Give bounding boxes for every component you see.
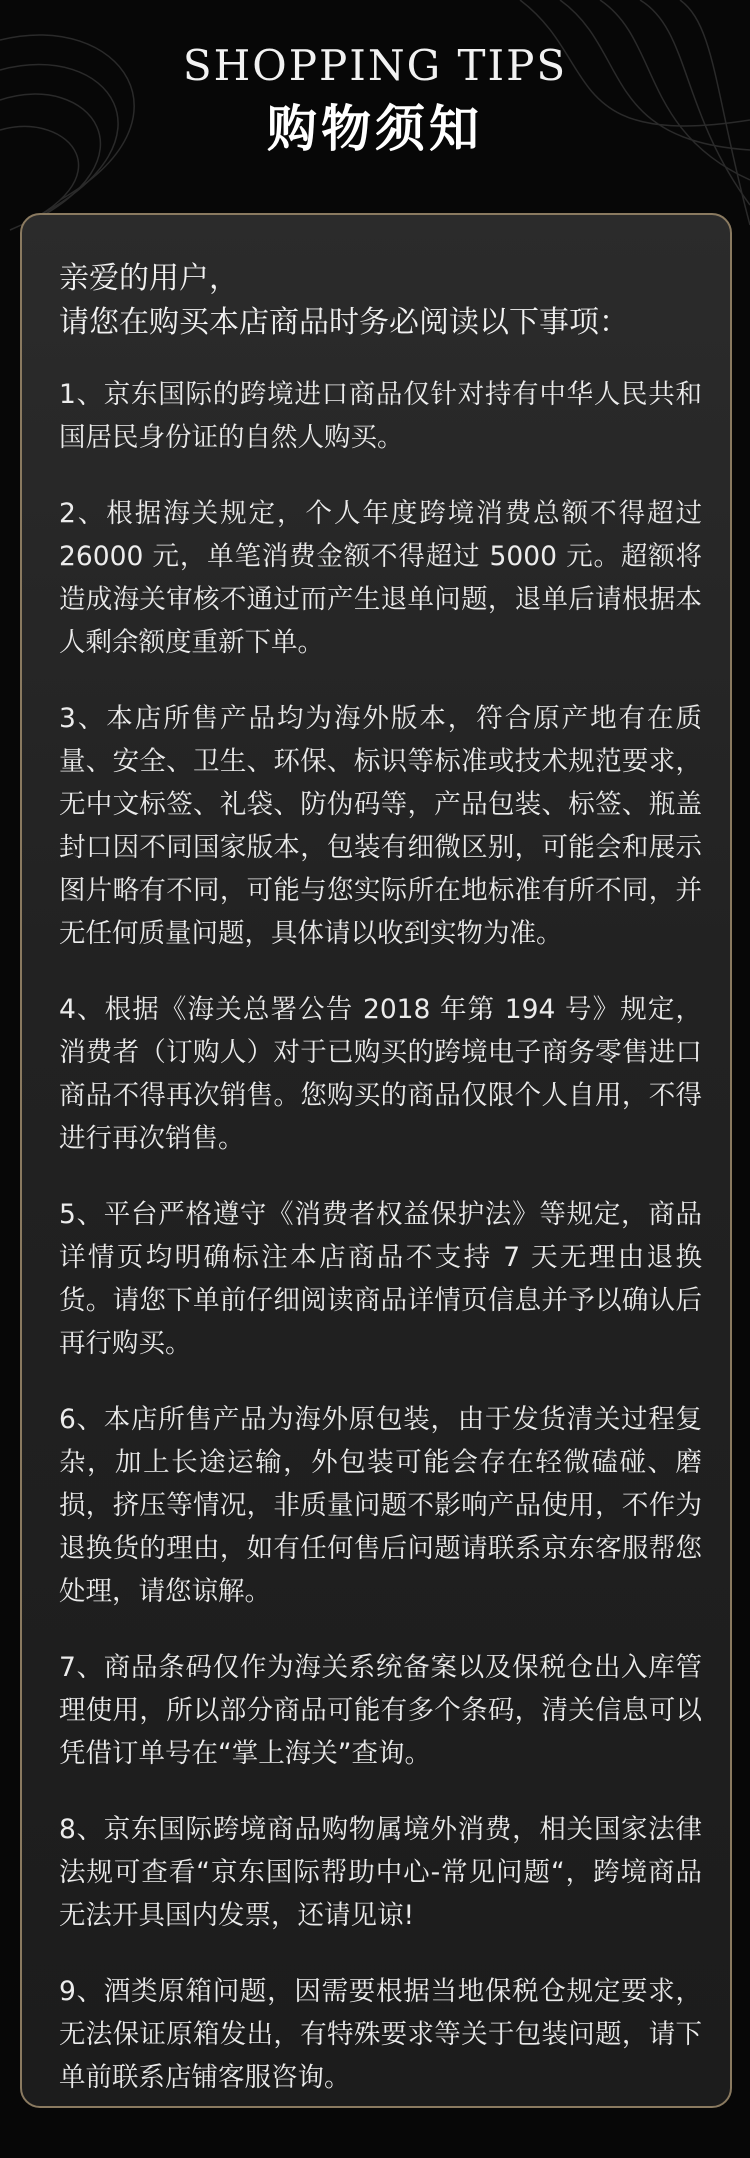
notice-panel [20, 213, 732, 2108]
notice-item-6: 6、本店所售产品为海外原包装，由于发货清关过程复杂，加上长途运输，外包装可能会存在轻微磕碰、磨损，挤压等情况，非质量问题不影响产品使用，不作为退换货的理由，如有任何售后问题请联系京东客服帮您处理，请您谅解。 [59, 1404, 702, 1607]
notice-item-7: 7、商品条码仅作为海关系统备案以及保税仓出入库管理使用，所以部分商品可能有多个条码，清关信息可以凭借订单号在“掌上海关”查询。 [59, 1652, 702, 1769]
notice-item-4: 4、根据《海关总署公告 2018 年第 194 号》规定，消费者（订购人）对于已购买的跨境电子商务零售进口商品不得再次销售。您购买的商品仅限个人自用，不得进行再次销售。 [59, 994, 702, 1154]
notice-item-5: 5、平台严格遵守《消费者权益保护法》等规定，商品详情页均明确标注本店商品不支持 7 天无理由退换货。请您下单前仔细阅读商品详情页信息并予以确认后再行购买。 [59, 1199, 702, 1359]
greeting-line-2: 请您在购买本店商品时务必阅读以下事项： [59, 305, 629, 340]
notice-item-2: 2、根据海关规定，个人年度跨境消费总额不得超过 26000 元，单笔消费金额不得超过 5000 元。超额将造成海关审核不通过而产生退单问题，退单后请根据本人剩余额度重新下单。 [59, 498, 702, 658]
page-header [0, 38, 750, 162]
notice-item-1: 1、京东国际的跨境进口商品仅针对持有中华人民共和国居民身份证的自然人购买。 [59, 379, 702, 453]
title-chinese: 购物须知 [267, 100, 483, 158]
title-english: SHOPPING TIPS [182, 41, 568, 90]
notice-item-9: 9、酒类原箱问题，因需要根据当地保税仓规定要求，无法保证原箱发出，有特殊要求等关于包装问题，请下单前联系店铺客服咨询。 [59, 1976, 702, 2093]
greeting-line-1: 亲爱的用户， [59, 261, 239, 296]
notice-item-8: 8、京东国际跨境商品购物属境外消费，相关国家法律法规可查看“京东国际帮助中心-常见问题“，跨境商品无法开具国内发票，还请见谅! [59, 1814, 702, 1931]
greeting [59, 257, 702, 345]
notice-item-3: 3、本店所售产品均为海外版本，符合原产地有在质量、安全、卫生、环保、标识等标准或技术规范要求，无中文标签、礼袋、防伪码等，产品包装、标签、瓶盖封口因不同国家版本，包装有细微区别，可能会和展示图片略有不同，可能与您实际所在地标准有所不同，并无任何质量问题，具体请以收到实物为准。 [59, 703, 702, 949]
